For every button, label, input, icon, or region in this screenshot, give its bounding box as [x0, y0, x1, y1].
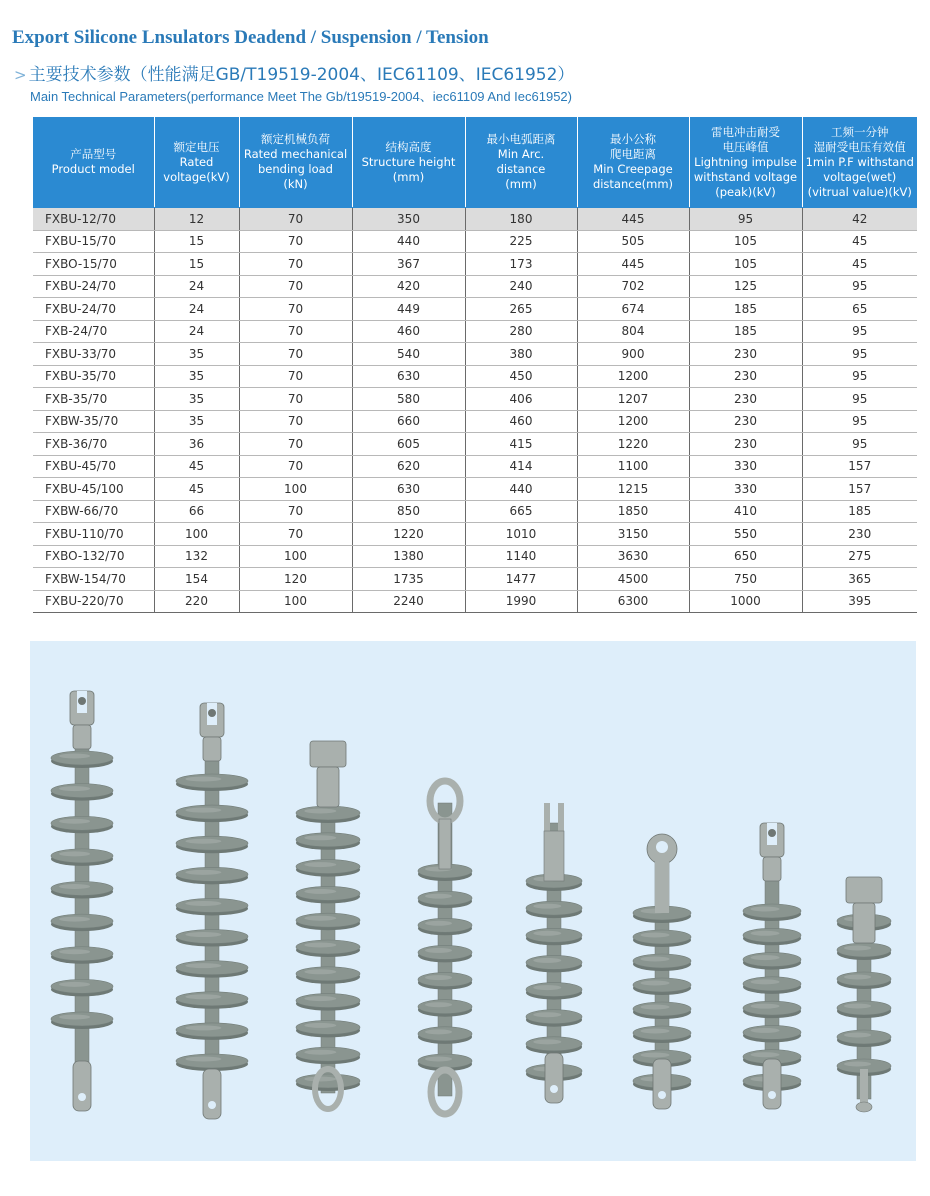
table-cell: 460 [352, 320, 465, 343]
table-cell: 1140 [465, 545, 577, 568]
table-cell: 630 [352, 365, 465, 388]
table-cell: 95 [802, 365, 917, 388]
table-cell: 45 [802, 230, 917, 253]
product-model-cell: FXBU-33/70 [33, 343, 154, 366]
table-cell: 132 [154, 545, 239, 568]
table-cell: 230 [689, 410, 802, 433]
table-cell: 70 [239, 523, 352, 546]
table-cell: 100 [239, 590, 352, 613]
table-cell: 804 [577, 320, 689, 343]
table-row [33, 253, 917, 276]
insulator-5 [526, 803, 582, 1103]
table-cell: 157 [802, 478, 917, 501]
table-cell: 105 [689, 253, 802, 276]
table-cell: 154 [154, 568, 239, 591]
product-model-cell: FXBW-66/70 [33, 500, 154, 523]
table-cell: 230 [802, 523, 917, 546]
col-header-cn: 产品型号 [70, 147, 117, 161]
col-header-mechanical-load [239, 117, 352, 208]
table-cell: 1200 [577, 410, 689, 433]
col-header-en: (mm) [392, 169, 425, 184]
table-cell: 95 [802, 433, 917, 456]
table-cell: 850 [352, 500, 465, 523]
table-cell: 185 [802, 500, 917, 523]
table-cell: 280 [465, 320, 577, 343]
table-cell: 665 [465, 500, 577, 523]
table-row [33, 343, 917, 366]
table-cell: 3150 [577, 523, 689, 546]
table-cell: 157 [802, 455, 917, 478]
product-model-cell: FXBU-220/70 [33, 590, 154, 613]
table-cell: 605 [352, 433, 465, 456]
product-model-cell: FXBO-132/70 [33, 545, 154, 568]
table-cell: 45 [802, 253, 917, 276]
table-cell: 35 [154, 365, 239, 388]
col-header-cn: 最小电弧距离 [486, 132, 556, 146]
table-cell: 240 [465, 275, 577, 298]
table-cell: 395 [802, 590, 917, 613]
col-header-cn: 额定电压 [173, 139, 220, 154]
table-cell: 1380 [352, 545, 465, 568]
col-header-en: Min Arc. [497, 147, 545, 161]
col-header-arc-distance [465, 117, 577, 208]
table-row [33, 320, 917, 343]
table-cell: 540 [352, 343, 465, 366]
insulator-8 [837, 877, 891, 1112]
table-row [33, 410, 917, 433]
technical-parameters-table [33, 117, 917, 613]
table-cell: 70 [239, 410, 352, 433]
col-header-cn: 结构高度 [385, 139, 432, 154]
table-cell: 365 [802, 568, 917, 591]
table-cell: 460 [465, 410, 577, 433]
col-header-en: Rated [179, 154, 214, 169]
table-cell: 70 [239, 388, 352, 411]
table-cell: 367 [352, 253, 465, 276]
table-cell: 580 [352, 388, 465, 411]
chevron-right-icon: > [14, 66, 27, 84]
col-header-en: 1min P.F withstand [805, 154, 914, 169]
table-cell: 100 [239, 545, 352, 568]
product-model-cell: FXBW-35/70 [33, 410, 154, 433]
table-row [33, 365, 917, 388]
table-cell: 1735 [352, 568, 465, 591]
insulator-product-photo [30, 641, 916, 1161]
table-cell: 70 [239, 320, 352, 343]
table-row [33, 455, 917, 478]
table-cell: 70 [239, 455, 352, 478]
table-cell: 1010 [465, 523, 577, 546]
table-cell: 380 [465, 343, 577, 366]
col-header-en: Structure height [361, 154, 456, 169]
table-cell: 440 [352, 230, 465, 253]
table-cell: 24 [154, 275, 239, 298]
col-header-en: Min Creepage [593, 162, 673, 176]
table-cell: 1220 [352, 523, 465, 546]
table-cell: 660 [352, 410, 465, 433]
table-cell: 900 [577, 343, 689, 366]
insulator-4 [418, 781, 472, 1114]
table-cell: 95 [802, 275, 917, 298]
table-row [33, 388, 917, 411]
col-header-en: (mm) [505, 177, 537, 191]
table-cell: 410 [689, 500, 802, 523]
col-header-en: Product model [51, 162, 135, 176]
col-header-pf-withstand [802, 117, 917, 208]
subtitle-chinese [14, 60, 574, 85]
table-cell: 702 [577, 275, 689, 298]
table-cell: 24 [154, 298, 239, 321]
table-cell: 12 [154, 208, 239, 231]
col-header-en: withstand voltage [693, 169, 798, 184]
table-cell: 180 [465, 208, 577, 231]
table-cell: 120 [239, 568, 352, 591]
table-cell: 220 [154, 590, 239, 613]
col-header-cn: 工频一分钟 [831, 124, 889, 139]
table-cell: 445 [577, 253, 689, 276]
col-header-product-model [33, 117, 154, 208]
table-cell: 415 [465, 433, 577, 456]
table-row [33, 523, 917, 546]
col-header-structure-height [352, 117, 465, 208]
table-cell: 95 [802, 320, 917, 343]
table-cell: 275 [802, 545, 917, 568]
table-cell: 505 [577, 230, 689, 253]
table-cell: 70 [239, 275, 352, 298]
insulator-6 [633, 834, 691, 1109]
product-model-cell: FXBU-24/70 [33, 298, 154, 321]
table-cell: 35 [154, 388, 239, 411]
col-header-rated-voltage [154, 117, 239, 208]
table-cell: 4500 [577, 568, 689, 591]
table-cell: 406 [465, 388, 577, 411]
table-cell: 750 [689, 568, 802, 591]
table-cell: 70 [239, 253, 352, 276]
table-cell: 70 [239, 343, 352, 366]
col-header-en: (vitrual value)(kV) [807, 184, 912, 199]
table-cell: 125 [689, 275, 802, 298]
insulator-1 [51, 691, 113, 1111]
table-row [33, 230, 917, 253]
table-cell: 420 [352, 275, 465, 298]
product-model-cell: FXBW-154/70 [33, 568, 154, 591]
table-cell: 45 [154, 455, 239, 478]
product-model-cell: FXBU-45/100 [33, 478, 154, 501]
table-cell: 95 [689, 208, 802, 231]
table-cell: 449 [352, 298, 465, 321]
insulator-7 [743, 823, 801, 1109]
table-cell: 105 [689, 230, 802, 253]
table-cell: 36 [154, 433, 239, 456]
table-cell: 230 [689, 388, 802, 411]
product-model-cell: FXBU-110/70 [33, 523, 154, 546]
table-cell: 95 [802, 388, 917, 411]
product-model-cell: FXBU-12/70 [33, 208, 154, 231]
table-cell: 620 [352, 455, 465, 478]
table-cell: 15 [154, 230, 239, 253]
col-header-en: (kN) [283, 177, 308, 191]
table-cell: 674 [577, 298, 689, 321]
table-body [33, 208, 917, 613]
table-cell: 70 [239, 433, 352, 456]
col-header-creepage-distance [577, 117, 689, 208]
col-header-en: voltage(wet) [823, 169, 897, 184]
table-cell: 450 [465, 365, 577, 388]
product-model-cell: FXBU-24/70 [33, 275, 154, 298]
table-cell: 2240 [352, 590, 465, 613]
col-header-en: distance [496, 162, 546, 176]
table-cell: 230 [689, 343, 802, 366]
table-cell: 1220 [577, 433, 689, 456]
table-cell: 1215 [577, 478, 689, 501]
table-cell: 265 [465, 298, 577, 321]
table-cell: 550 [689, 523, 802, 546]
table-row [33, 275, 917, 298]
table-row [33, 545, 917, 568]
table-cell: 3630 [577, 545, 689, 568]
table-cell: 185 [689, 298, 802, 321]
table-cell: 1200 [577, 365, 689, 388]
table-cell: 330 [689, 478, 802, 501]
table-cell: 100 [239, 478, 352, 501]
table-cell: 1477 [465, 568, 577, 591]
table-cell: 650 [689, 545, 802, 568]
table-cell: 1000 [689, 590, 802, 613]
table-cell: 225 [465, 230, 577, 253]
table-cell: 24 [154, 320, 239, 343]
product-model-cell: FXB-35/70 [33, 388, 154, 411]
table-cell: 1207 [577, 388, 689, 411]
table-cell: 95 [802, 410, 917, 433]
table-cell: 35 [154, 410, 239, 433]
table-cell: 45 [154, 478, 239, 501]
table-cell: 630 [352, 478, 465, 501]
insulator-2 [176, 703, 248, 1119]
product-model-cell: FXB-36/70 [33, 433, 154, 456]
insulator-3 [296, 741, 360, 1109]
col-header-en: distance(mm) [592, 177, 674, 191]
table-cell: 230 [689, 433, 802, 456]
table-cell: 15 [154, 253, 239, 276]
col-header-cn: 最小公称 [610, 132, 656, 146]
table-cell: 350 [352, 208, 465, 231]
table-row [33, 433, 917, 456]
col-header-cn2: 湿耐受电压有效值 [813, 139, 906, 154]
product-model-cell: FXBU-35/70 [33, 365, 154, 388]
table-header-row [33, 117, 917, 208]
page-title: Export Silicone Lnsulators Deadend / Suspension / Tension [12, 27, 489, 48]
table-cell: 70 [239, 500, 352, 523]
table-row [33, 590, 917, 613]
table-cell: 70 [239, 230, 352, 253]
table-cell: 1990 [465, 590, 577, 613]
table-cell: 95 [802, 343, 917, 366]
table-cell: 1100 [577, 455, 689, 478]
col-header-cn: 额定机械负荷 [261, 132, 330, 146]
product-model-cell: FXB-24/70 [33, 320, 154, 343]
table-cell: 6300 [577, 590, 689, 613]
product-model-cell: FXBU-15/70 [33, 230, 154, 253]
table-row [33, 568, 917, 591]
subtitle-english: Main Technical Parameters(performance Meet The Gb/t19519-2004、iec61109 And Iec61952) [30, 89, 572, 104]
table-cell: 445 [577, 208, 689, 231]
table-cell: 173 [465, 253, 577, 276]
product-model-cell: FXBO-15/70 [33, 253, 154, 276]
col-header-en: voltage(kV) [163, 169, 230, 184]
table-cell: 330 [689, 455, 802, 478]
col-header-en: bending load [258, 162, 333, 176]
col-header-cn: 雷电冲击耐受 [711, 124, 780, 139]
table-row [33, 208, 917, 231]
table-cell: 185 [689, 320, 802, 343]
table-cell: 42 [802, 208, 917, 231]
table-cell: 65 [802, 298, 917, 321]
table-row [33, 298, 917, 321]
insulators-illustration [30, 641, 916, 1161]
col-header-cn2: 电压峰值 [722, 139, 769, 154]
table-cell: 70 [239, 365, 352, 388]
col-header-cn2: 爬电距离 [610, 147, 656, 161]
table-cell: 414 [465, 455, 577, 478]
col-header-en: (peak)(kV) [715, 184, 776, 199]
table-cell: 35 [154, 343, 239, 366]
table-cell: 66 [154, 500, 239, 523]
table-cell: 70 [239, 298, 352, 321]
table-cell: 440 [465, 478, 577, 501]
col-header-en: Rated mechanical [243, 147, 348, 161]
table-cell: 70 [239, 208, 352, 231]
col-header-lightning-impulse [689, 117, 802, 208]
table-cell: 100 [154, 523, 239, 546]
table-cell: 230 [689, 365, 802, 388]
product-model-cell: FXBU-45/70 [33, 455, 154, 478]
table-row [33, 478, 917, 501]
table-row [33, 500, 917, 523]
table-cell: 1850 [577, 500, 689, 523]
col-header-en: Lightning impulse [694, 154, 797, 169]
subtitle-chinese-text: 主要技术参数（性能满足GB/T19519-2004、IEC61109、IEC61952） [28, 65, 575, 85]
